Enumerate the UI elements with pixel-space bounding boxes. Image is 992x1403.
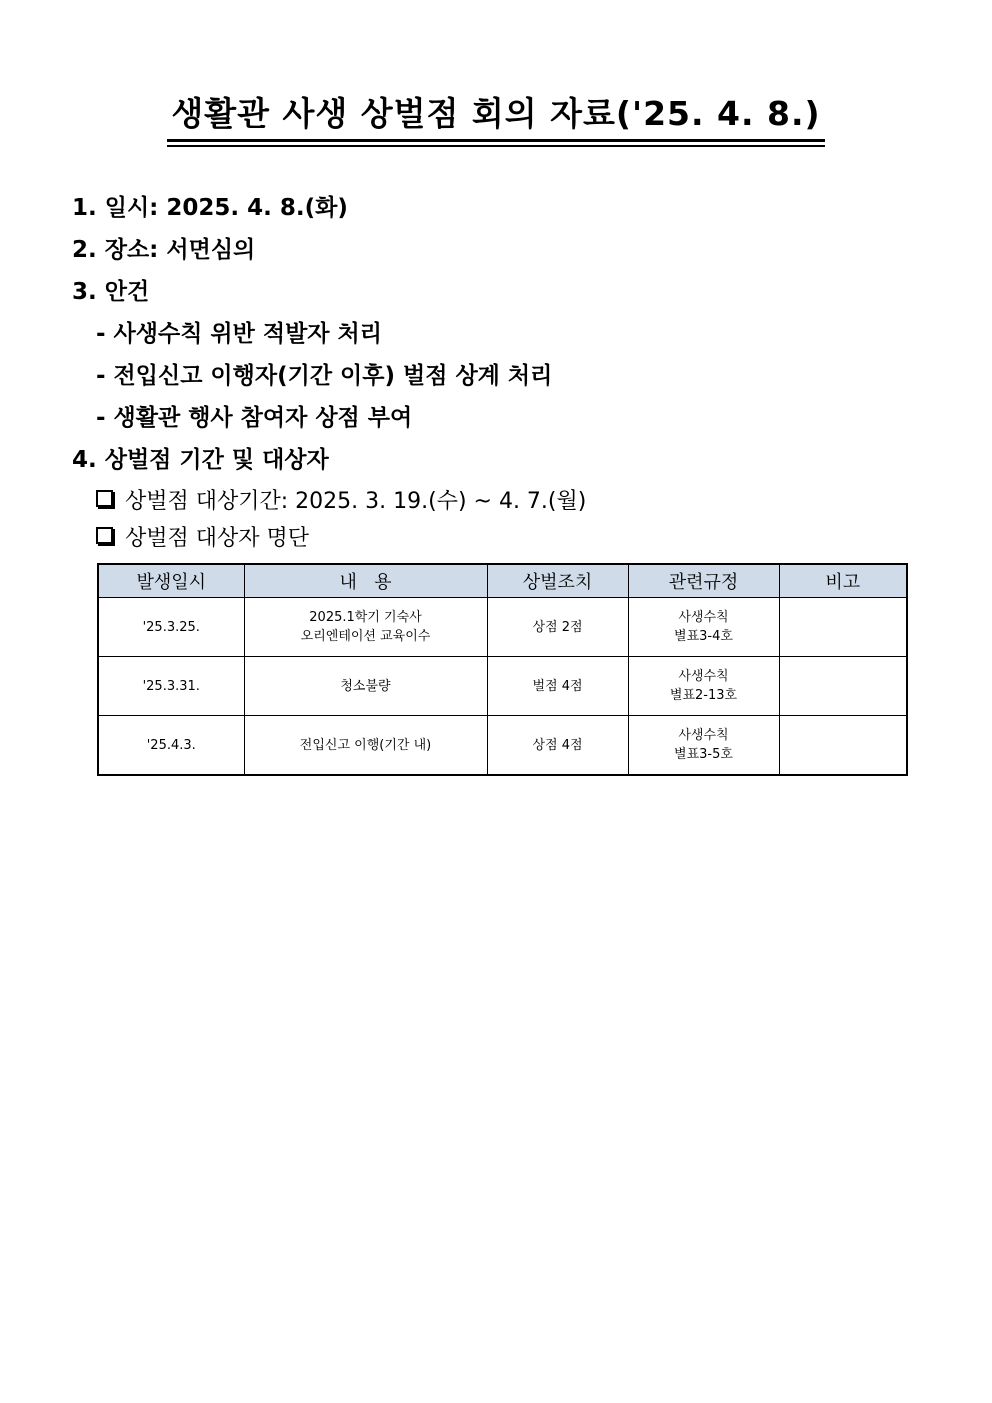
content-line: 2025.1학기 기숙사 <box>309 610 422 625</box>
checkbox-icon <box>96 527 113 544</box>
cell-date: '25.3.31. <box>98 657 244 716</box>
table-row <box>98 598 907 657</box>
header-note: 비고 <box>779 564 907 598</box>
header-content: 내 용 <box>244 564 487 598</box>
rule-line: 별표3-5호 <box>674 747 733 762</box>
item-date: 1. 일시: 2025. 4. 8.(화) <box>72 195 348 221</box>
content-line: 전입신고 이행(기간 내) <box>299 737 432 753</box>
agenda-item: - 사생수칙 위반 적발자 처리 <box>96 321 382 347</box>
item-place: 2. 장소: 서면심의 <box>72 237 256 263</box>
checklist-item <box>96 484 586 515</box>
cell-note <box>779 657 907 716</box>
checklist-item <box>96 521 309 552</box>
header-rule: 관련규정 <box>628 564 779 598</box>
content-line: 청소불량 <box>340 678 391 694</box>
table-row <box>98 657 907 716</box>
cell-rule <box>628 598 779 657</box>
target-list-table <box>97 563 908 776</box>
rule-line: 사생수칙 <box>678 669 729 684</box>
rule-line: 별표3-4호 <box>674 629 733 644</box>
checklist-text: 상벌점 대상기간: 2025. 3. 19.(수) ~ 4. 7.(월) <box>125 489 587 514</box>
cell-rule <box>628 716 779 776</box>
header-action: 상벌조치 <box>487 564 628 598</box>
cell-content <box>244 598 487 657</box>
cell-action: 벌점 4점 <box>487 657 628 716</box>
content-line: 오리엔테이션 교육이수 <box>300 629 431 644</box>
cell-note <box>779 598 907 657</box>
table-row <box>98 716 907 776</box>
agenda-item: - 생활관 행사 참여자 상점 부여 <box>96 405 413 431</box>
cell-rule <box>628 657 779 716</box>
title-container <box>0 88 992 142</box>
item-target-period: 4. 상벌점 기간 및 대상자 <box>72 447 329 473</box>
cell-date: '25.3.25. <box>98 598 244 657</box>
cell-action: 상점 4점 <box>487 716 628 776</box>
cell-content <box>244 716 487 776</box>
header-date: 발생일시 <box>98 564 244 598</box>
cell-date: '25.4.3. <box>98 716 244 776</box>
agenda-item: - 전입신고 이행자(기간 이후) 벌점 상계 처리 <box>96 363 553 389</box>
cell-content <box>244 657 487 716</box>
rule-line: 사생수칙 <box>678 610 729 625</box>
checklist-text: 상벌점 대상자 명단 <box>125 526 310 551</box>
document-title: 생활관 사생 상벌점 회의 자료('25. 4. 8.) <box>167 88 824 142</box>
cell-note <box>779 716 907 776</box>
cell-action: 상점 2점 <box>487 598 628 657</box>
item-agenda: 3. 안건 <box>72 279 150 305</box>
rule-line: 사생수칙 <box>678 728 729 743</box>
checkbox-icon <box>96 490 113 507</box>
rule-line: 별표2-13호 <box>669 688 738 703</box>
table-header-row <box>98 564 907 598</box>
